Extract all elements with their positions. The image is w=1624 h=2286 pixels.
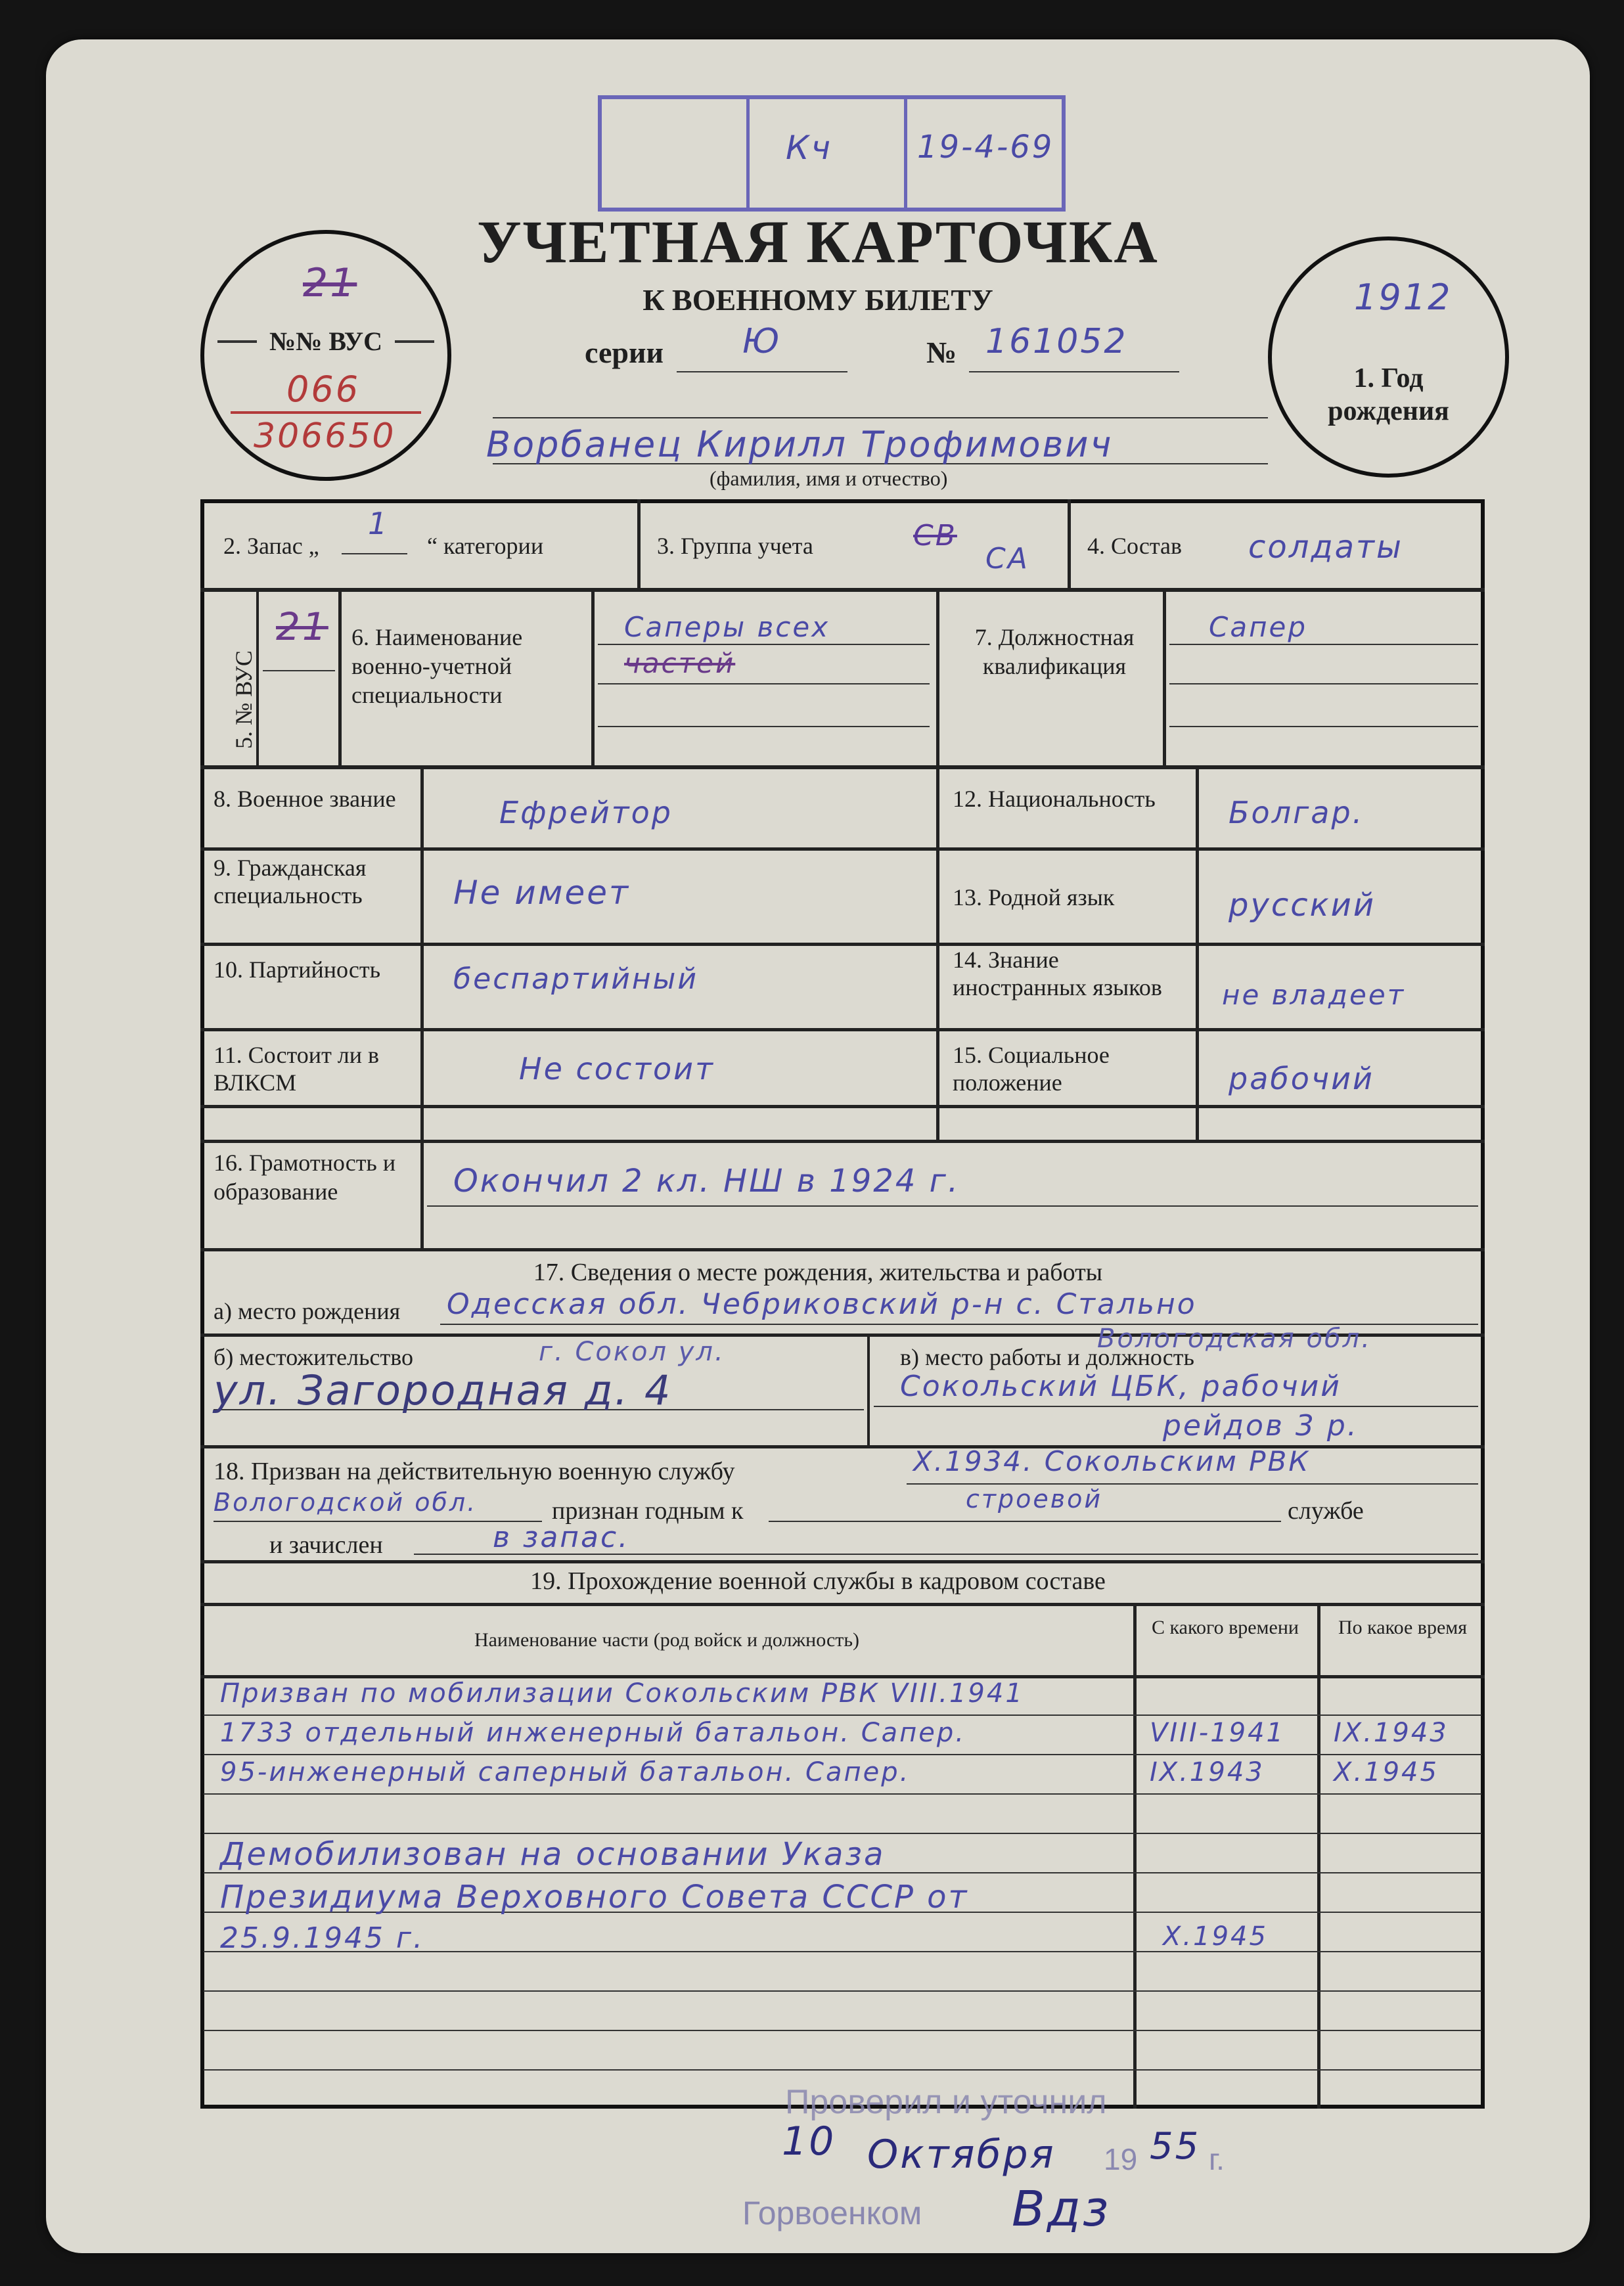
number-value: 161052	[985, 322, 1128, 361]
social-status-value: рабочий	[1229, 1061, 1374, 1096]
number-label: №	[926, 336, 957, 369]
qualification-value: Сапер	[1209, 611, 1308, 643]
conscription-label: 18. Призван на действительную военную службу	[214, 1458, 735, 1485]
verified-month: Октября	[867, 2132, 1056, 2178]
military-rank-label: 8. Военное звание	[214, 786, 396, 812]
qualification-label: 7. Должностная квалификация	[974, 624, 1135, 679]
birthplace-value: Одесская обл. Чебриковский р-н с. Стально	[447, 1288, 1197, 1321]
native-language-value: русский	[1229, 887, 1376, 924]
page-title: УЧЕТНАЯ КАРТОЧКА	[477, 208, 1159, 275]
column-from-date: С какого времени	[1152, 1617, 1299, 1638]
gorvoenkom-stamp: Горвоенком	[742, 2195, 922, 2231]
party-label: 10. Партийность	[214, 956, 381, 983]
full-name-caption: (фамилия, имя и отчество)	[710, 466, 948, 490]
vus-number-value: 21	[276, 604, 328, 649]
service-row-4-text: Демобилизован на основании Указа	[220, 1836, 886, 1873]
service-row-6-from: X.1945	[1163, 1921, 1268, 1952]
zapas-value: 1	[368, 506, 390, 541]
group-struck: СВ	[913, 519, 957, 552]
zapas-label: 2. Запас „	[223, 533, 319, 559]
series-label: серии	[585, 336, 664, 369]
social-status-label: 15. Социальное положение	[953, 1042, 1110, 1096]
education-label: 16. Грамотность и образование	[214, 1150, 396, 1205]
fit-value: строевой	[966, 1485, 1103, 1513]
specialty-label: 6. Наименование военно-учетной специальности	[351, 624, 523, 708]
workplace-value-3: рейдов 3 р.	[1163, 1409, 1359, 1443]
residence-value-1: г. Сокол ул.	[539, 1337, 725, 1367]
series-value: Ю	[742, 322, 782, 361]
civil-specialty-value: Не имеет	[453, 874, 631, 912]
foreign-languages-value: не владеет	[1222, 979, 1406, 1011]
group-label: 3. Группа учета	[657, 533, 813, 559]
column-to-date: По какое время	[1338, 1617, 1468, 1638]
residence-label: б) местожительство	[214, 1344, 413, 1370]
service-row-6-text: 25.9.1945 г.	[220, 1921, 425, 1955]
column-unit-name: Наименование части (род войск и должность)	[474, 1629, 860, 1651]
vus-value-1: 066	[286, 369, 361, 410]
workplace-value-2: Сокольский ЦБК, рабочий	[900, 1370, 1342, 1403]
workplace-value-1: Вологодская обл.	[1097, 1324, 1372, 1354]
workplace-label: в) место работы и должность	[900, 1344, 1194, 1370]
stamp-cell-2: Кч	[786, 129, 833, 167]
residence-value-2: ул. Загородная д. 4	[214, 1366, 673, 1414]
full-name: Ворбанец Кирилл Трофимович	[486, 424, 1114, 465]
verified-year-prefix: 19	[1104, 2142, 1138, 2176]
nationality-label: 12. Национальность	[953, 786, 1156, 812]
nationality-value: Болгар.	[1229, 795, 1365, 830]
civil-specialty-label: 9. Гражданская специальность	[214, 855, 367, 908]
specialty-value-1: Саперы всех	[624, 611, 830, 643]
party-value: беспартийный	[453, 962, 698, 996]
registration-card	[46, 39, 1590, 2253]
vus-number-label: 5. № ВУС	[231, 650, 257, 749]
service-row-1-unit: Призван по мобилизации Сокольским РВК VIII.1941	[220, 1678, 1024, 1709]
verified-day: 10	[782, 2118, 836, 2164]
komsomol-value: Не состоит	[519, 1051, 715, 1087]
verified-stamp: Проверил и уточнил	[785, 2083, 1107, 2121]
military-rank-value: Ефрейтор	[499, 795, 673, 830]
service-row-2-from: VIII-1941	[1150, 1718, 1285, 1748]
vus-circle	[200, 230, 451, 481]
service-row-3-unit: 95-инженерный саперный батальон. Сапер.	[220, 1757, 911, 1787]
komsomol-label: 11. Состоит ли в ВЛКСМ	[214, 1042, 380, 1096]
service-word: службе	[1288, 1497, 1364, 1525]
service-row-3-from: IX.1943	[1150, 1757, 1265, 1787]
section-17-title: 17. Сведения о месте рождения, жительства и работы	[533, 1259, 1103, 1286]
page-subtitle: К ВОЕННОМУ БИЛЕТУ	[643, 283, 993, 317]
education-value: Окончил 2 кл. НШ в 1924 г.	[453, 1163, 960, 1199]
conscription-value-1: X.1934. Сокольским РВК	[913, 1445, 1311, 1477]
service-row-5-text: Президиума Верховного Совета СССР от	[220, 1879, 969, 1916]
service-row-3-to: X.1945	[1334, 1757, 1439, 1787]
native-language-label: 13. Родной язык	[953, 884, 1115, 910]
vus-label: №№ ВУС	[269, 326, 383, 356]
verified-year-suffix: г.	[1209, 2142, 1225, 2176]
vus-value-2: 306650	[254, 416, 396, 456]
registration-stamp	[598, 95, 1066, 212]
birth-year-value: 1912	[1354, 277, 1453, 318]
section-19-title: 19. Прохождение военной службы в кадровом составе	[530, 1567, 1106, 1595]
specialty-value-2: частей	[624, 647, 736, 679]
service-row-2-unit: 1733 отдельный инженерный батальон. Сапер.	[220, 1718, 966, 1748]
foreign-languages-label: 14. Знание иностранных языков	[953, 947, 1162, 1000]
sostav-label: 4. Состав	[1087, 533, 1183, 559]
birth-year-label: 1. Год рождения	[1328, 363, 1449, 426]
conscription-value-2: Вологодской обл.	[214, 1488, 478, 1517]
enlisted-label: и зачислен	[269, 1531, 383, 1559]
zapas-tail: “ категории	[427, 533, 544, 559]
enlisted-value: в запас.	[493, 1521, 630, 1554]
stamp-cell-3: 19-4-69	[917, 129, 1054, 166]
service-row-2-to: IX.1943	[1334, 1718, 1449, 1748]
birth-year-circle	[1268, 236, 1509, 478]
birthplace-label: а) место рождения	[214, 1298, 401, 1324]
fit-label: признан годным к	[552, 1497, 744, 1525]
verified-year: 55	[1150, 2125, 1201, 2168]
signature: Вдз	[1012, 2181, 1111, 2237]
sostav-value: солдаты	[1248, 529, 1403, 566]
vus-struck: 21	[303, 260, 357, 306]
group-value: СА	[985, 542, 1029, 575]
